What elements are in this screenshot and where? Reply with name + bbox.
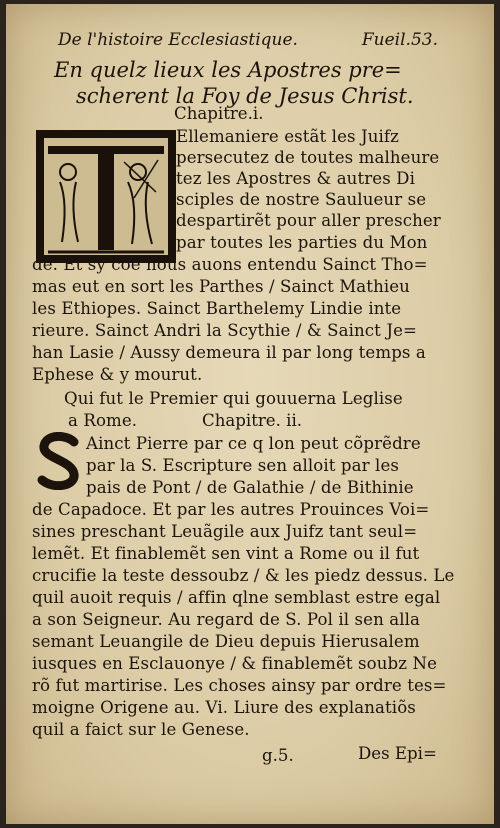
chapter2-line: rõ fut martirise. Les choses ainsy par ordre tes= (32, 676, 447, 695)
chapter2-line: semant Leuangile de Dieu depuis Hierusalem (32, 632, 420, 651)
chapter2-line: quil a faict sur le Genese. (32, 720, 250, 739)
chapter1-label: Chapitre.i. (174, 104, 264, 123)
chapter2-title-line-1: Qui fut le Premier qui gouuerna Leglise (64, 389, 403, 408)
chapter2-line: par la S. Escripture sen alloit par les (86, 456, 399, 475)
chapter2-line: moigne Origene au. Vi. Liure des explanatiõs (32, 698, 416, 717)
signature-mark: g.5. (262, 746, 294, 765)
chapter1-line: han Lasie / Aussy demeura il par long temps a (32, 343, 426, 362)
chapter2-line: a son Seigneur. Au regard de S. Pol il sen alla (32, 610, 421, 629)
folio-number: Fueil.53. (361, 30, 438, 50)
chapter1-title-line-1: En quelz lieux les Apostres pre= (54, 58, 402, 82)
chapter1-line: Ephese & y mourut. (32, 365, 203, 384)
chapter2-title-line-2: a Rome. (68, 411, 138, 430)
woodcut-figures-icon (38, 132, 174, 261)
chapter2-line: Ainct Pierre par ce q lon peut cõprẽdre (86, 434, 421, 453)
catchword: Des Epi= (358, 744, 437, 763)
chapter2-line: crucifie la teste dessoubz / & les piedz dessus. Le (32, 566, 455, 585)
initial-s-icon (36, 432, 82, 490)
chapter2-line: de Capadoce. Et par les autres Prouinces Voi= (32, 500, 430, 519)
chapter1-line: sciples de nostre Saulueur se (176, 190, 427, 209)
chapter1-line: despartirẽt pour aller prescher (176, 211, 441, 230)
running-head (58, 30, 438, 54)
woodcut-initial-illustration (36, 130, 176, 263)
chapter1-line: par toutes les parties du Mon (176, 233, 428, 252)
chapter1-line: rieure. Sainct Andri la Scythie / & Sainct Je= (32, 321, 417, 340)
chapter1-line: persecutez de toutes malheure (176, 148, 440, 167)
running-head-title: De l'histoire Ecclesiastique. (58, 30, 298, 50)
chapter2-line: lemẽt. Et finablemẽt sen vint a Rome ou il fut (32, 544, 420, 563)
chapter2-label: Chapitre. ii. (202, 411, 303, 430)
chapter2-line: iusques en Esclauonye / & finablemẽt soubz Ne (32, 654, 438, 673)
chapter1-line: de. Et sy cõe nous auons entendu Sainct Tho= (32, 255, 428, 274)
chapter2-line: sines preschant Leuãgile aux Juifz tant seul= (32, 522, 418, 541)
chapter2-line: quil auoit requis / affin qlne semblast estre egal (32, 588, 441, 607)
book-page (6, 4, 494, 824)
decorated-initial-S (36, 432, 82, 490)
chapter1-line: Ellemaniere estãt les Juifz (176, 127, 400, 146)
chapter1-title-line-2: scherent la Foy de Jesus Christ. (76, 84, 414, 108)
chapter1-line: tez les Apostres & autres Di (176, 169, 415, 188)
chapter1-line: mas eut en sort les Parthes / Sainct Mathieu (32, 277, 410, 296)
chapter2-line: pais de Pont / de Galathie / de Bithinie (86, 478, 414, 497)
chapter1-line: les Ethiopes. Sainct Barthelemy Lindie inte (32, 299, 402, 318)
